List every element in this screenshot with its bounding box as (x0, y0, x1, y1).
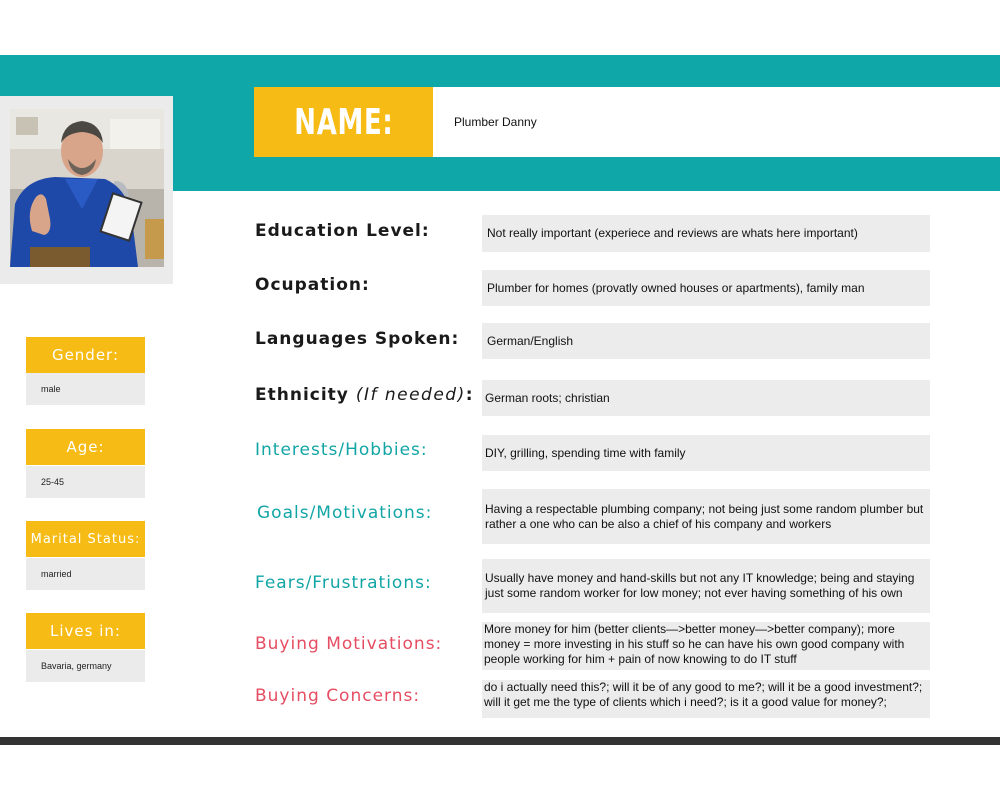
fears-value: Usually have money and hand-skills but not any IT knowledge; being and staying just some random worker for low money; not ever having something of his own (482, 559, 930, 613)
buying-concerns-value: do i actually need this?; will it be of any good to me?; will it be a good investment?; will it get me the type of clients which i need?; is it a good value for money?; (482, 680, 930, 718)
bottom-bar (0, 737, 1000, 745)
buying-motivations-value: More money for him (better clients—>better money—>better company); more money = more investing in his stuff so he can have his own good company with people working for him + pain of now knowing to do IT stuff (482, 622, 930, 670)
ethnicity-label-colon: : (465, 385, 474, 405)
age-value: 25-45 (41, 477, 65, 487)
languages-value: German/English (482, 323, 930, 359)
goals-label: Goals/Motivations: (257, 503, 433, 523)
occupation-label: Ocupation: (255, 275, 370, 295)
name-label: NAME: (293, 101, 394, 143)
age-header (26, 429, 145, 465)
profile-photo-frame (0, 96, 173, 284)
lives-in-header (26, 613, 145, 649)
marital-status-value-box (26, 558, 145, 590)
buying-concerns-label: Buying Concerns: (255, 686, 421, 706)
lives-in-value-box (26, 650, 145, 682)
gender-value: male (41, 384, 61, 394)
interests-label: Interests/Hobbies: (255, 440, 428, 460)
marital-status-header (26, 521, 145, 557)
goals-value: Having a respectable plumbing company; not being just some random plumber but rather a one who can be also a chief of his company and workers (482, 489, 930, 544)
occupation-value: Plumber for homes (provatly owned houses or apartments), family man (482, 270, 930, 306)
marital-status-label: Marital Status: (30, 531, 141, 547)
profile-photo (10, 109, 164, 267)
interests-value: DIY, grilling, spending time with family (482, 435, 930, 471)
name-label-box (254, 87, 433, 157)
ethnicity-label-text: Ethnicity (255, 385, 349, 405)
languages-label: Languages Spoken: (255, 329, 460, 349)
age-value-box (26, 466, 145, 498)
fears-label: Fears/Frustrations: (255, 573, 432, 593)
gender-value-box (26, 373, 145, 405)
age-label: Age: (66, 438, 105, 456)
buying-motivations-label: Buying Motivations: (255, 634, 443, 654)
gender-label: Gender: (51, 346, 120, 364)
education-value: Not really important (experiece and reviews are whats here important) (482, 215, 930, 252)
name-value-box (433, 87, 1000, 157)
ethnicity-value: German roots; christian (482, 380, 930, 416)
marital-status-value: married (41, 569, 72, 579)
lives-in-value: Bavaria, germany (41, 661, 112, 671)
gender-header (26, 337, 145, 373)
ethnicity-label-note: (If needed) (355, 385, 466, 405)
ethnicity-label (255, 385, 474, 405)
name-value: Plumber Danny (454, 115, 537, 129)
education-label: Education Level: (255, 221, 430, 241)
lives-in-label: Lives in: (50, 622, 121, 640)
